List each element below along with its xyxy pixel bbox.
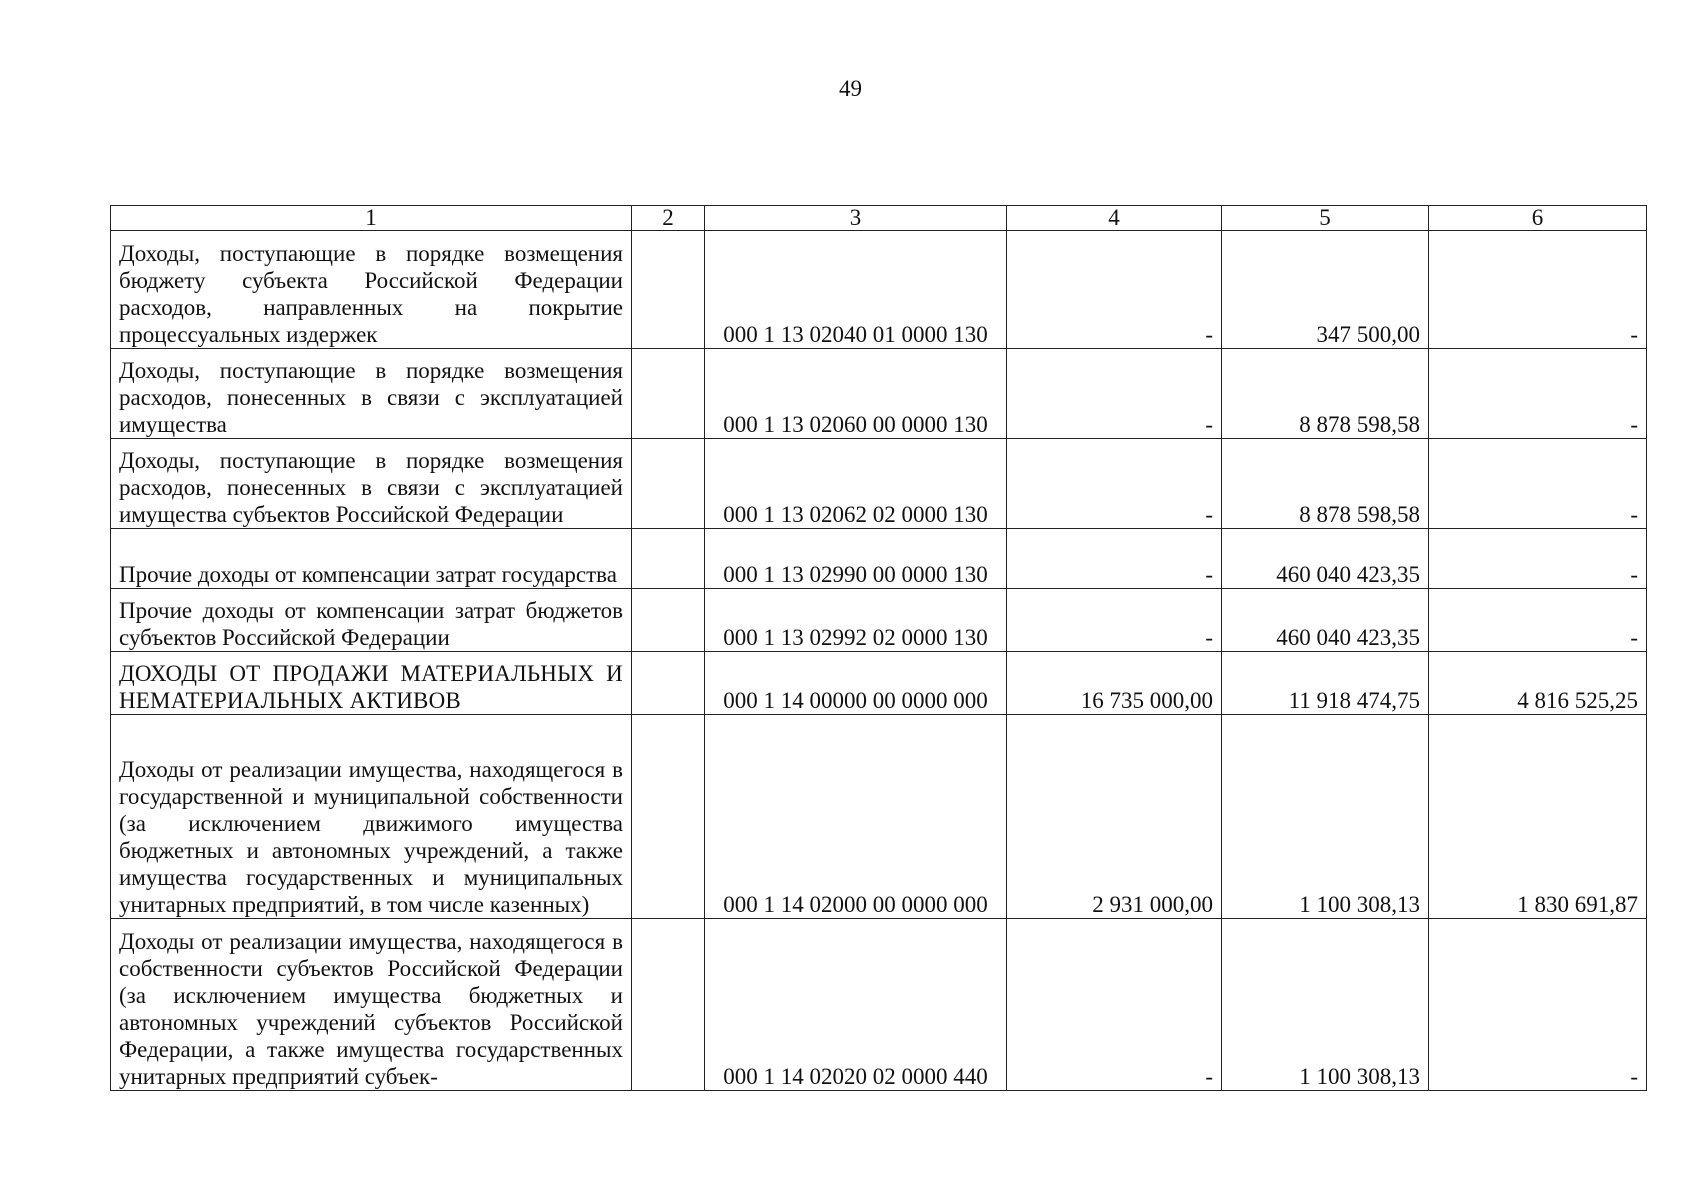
row-col2 <box>632 439 705 529</box>
row-col5: 8 878 598,58 <box>1222 439 1429 529</box>
row-col6: - <box>1429 349 1647 439</box>
row-col4: 16 735 000,00 <box>1007 652 1222 715</box>
row-col5: 8 878 598,58 <box>1222 349 1429 439</box>
row-code: 000 1 13 02992 02 0000 130 <box>705 589 1007 652</box>
table-row <box>111 231 1647 349</box>
table-row <box>111 589 1647 652</box>
row-name: Прочие доходы от компенсации затрат государства <box>111 529 632 589</box>
table-row <box>111 349 1647 439</box>
page-number: 49 <box>839 76 862 101</box>
row-col6: 1 830 691,87 <box>1429 715 1647 919</box>
row-col2 <box>632 589 705 652</box>
row-col5: 347 500,00 <box>1222 231 1429 349</box>
row-col4: - <box>1007 589 1222 652</box>
table-row <box>111 919 1647 1091</box>
row-code: 000 1 14 02020 02 0000 440 <box>705 919 1007 1091</box>
row-code: 000 1 13 02040 01 0000 130 <box>705 231 1007 349</box>
row-code: 000 1 13 02060 00 0000 130 <box>705 349 1007 439</box>
row-col6: - <box>1429 589 1647 652</box>
row-col4: - <box>1007 919 1222 1091</box>
table-row <box>111 439 1647 529</box>
header-col-1: 1 <box>111 206 632 231</box>
row-name: Доходы от реализации имущества, находящегося в государственной и муниципальной собственности (за исключением движимого имущества бюджетных и автономных учреждений, а также имущества государственных и муниципальных унитарных предприятий, в том числе казенных) <box>111 715 632 919</box>
table-row <box>111 715 1647 919</box>
row-col2 <box>632 529 705 589</box>
row-col6: - <box>1429 529 1647 589</box>
row-col2 <box>632 349 705 439</box>
row-name: Доходы, поступающие в порядке возмещения расходов, понесенных в связи с эксплуатацией имущества субъектов Российской Федерации <box>111 439 632 529</box>
header-col-5: 5 <box>1222 206 1429 231</box>
row-col4: - <box>1007 231 1222 349</box>
row-col2 <box>632 919 705 1091</box>
row-code: 000 1 14 02000 00 0000 000 <box>705 715 1007 919</box>
row-name: ДОХОДЫ ОТ ПРОДАЖИ МАТЕРИАЛЬНЫХ И НЕМАТЕРИАЛЬНЫХ АКТИВОВ <box>111 652 632 715</box>
row-col2 <box>632 231 705 349</box>
header-col-3: 3 <box>705 206 1007 231</box>
header-col-6: 6 <box>1429 206 1647 231</box>
row-name: Доходы от реализации имущества, находящегося в собственности субъектов Российской Федерации (за исключением имущества бюджетных и автономных учреждений субъектов Российской Федерации, а также имущества государственных унитарных предприятий субъек- <box>111 919 632 1091</box>
header-col-4: 4 <box>1007 206 1222 231</box>
row-col2 <box>632 715 705 919</box>
row-name: Прочие доходы от компенсации затрат бюджетов субъектов Российской Федерации <box>111 589 632 652</box>
row-col6: 4 816 525,25 <box>1429 652 1647 715</box>
row-col5: 460 040 423,35 <box>1222 529 1429 589</box>
row-col4: 2 931 000,00 <box>1007 715 1222 919</box>
row-col6: - <box>1429 919 1647 1091</box>
row-col5: 1 100 308,13 <box>1222 715 1429 919</box>
row-col6: - <box>1429 231 1647 349</box>
row-name: Доходы, поступающие в порядке возмещения расходов, понесенных в связи с эксплуатацией имущества <box>111 349 632 439</box>
row-name: Доходы, поступающие в порядке возмещения бюджету субъекта Российской Федерации расходов, направленных на покрытие процессуальных издержек <box>111 231 632 349</box>
table-row <box>111 529 1647 589</box>
row-col5: 11 918 474,75 <box>1222 652 1429 715</box>
header-col-2: 2 <box>632 206 705 231</box>
row-col6: - <box>1429 439 1647 529</box>
row-code: 000 1 14 00000 00 0000 000 <box>705 652 1007 715</box>
row-col4: - <box>1007 529 1222 589</box>
row-code: 000 1 13 02990 00 0000 130 <box>705 529 1007 589</box>
row-col5: 460 040 423,35 <box>1222 589 1429 652</box>
table-row <box>111 652 1647 715</box>
revenue-table <box>110 205 1647 1091</box>
row-col4: - <box>1007 439 1222 529</box>
header-row <box>111 206 1647 231</box>
row-col4: - <box>1007 349 1222 439</box>
row-col5: 1 100 308,13 <box>1222 919 1429 1091</box>
row-col2 <box>632 652 705 715</box>
row-code: 000 1 13 02062 02 0000 130 <box>705 439 1007 529</box>
